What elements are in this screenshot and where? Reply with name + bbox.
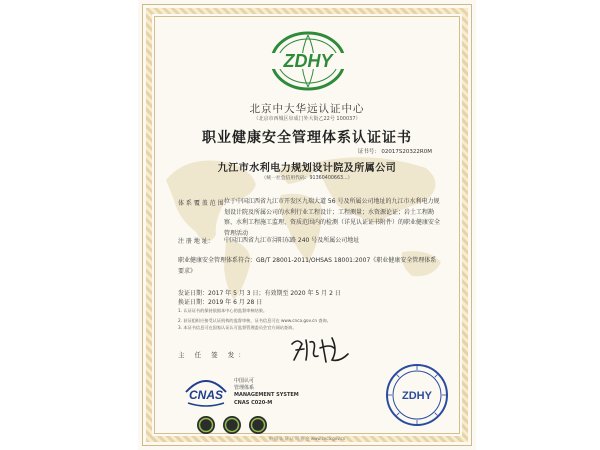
- cnas-logo-icon: [182, 372, 230, 410]
- certificate-number: 证书号： 02017S20322R0M: [357, 149, 432, 155]
- seal-text: ZDHY: [402, 390, 432, 402]
- cnas-line-3: MANAGEMENT SYSTEM: [234, 392, 299, 398]
- badge-row: [196, 415, 276, 435]
- note-1: 1. 认证证书的保持依据本中心的监督审核结果。: [178, 308, 268, 313]
- address-text: 中国江西省九江市浔阳东路 240 号及所属公司地址: [224, 237, 360, 244]
- badge-icon: [197, 416, 215, 434]
- cnas-line-4: CNAS C020-M: [234, 400, 273, 406]
- issue-date: 发证日期：2017 年 5 月 3 日；有效期至 2020 年 5 月 2 日: [178, 290, 341, 297]
- note-3: 3. 本证书信息可在国家认证认可监督管理委员会官方网站查询。: [178, 325, 297, 330]
- credit-code: （统一社会信用代码：91360400663...）: [261, 176, 353, 181]
- scope-text: 位于中国江西省九江市开发区九瑞大道 56 号及所属公司地址的九江市水利电力规划设计院及所属公司的水利行业工程设计；工程测量；水资源论证；岩土工程勘察、水利工程施工监理、资质范围内的检测（详见认证证书附件）的职业健康安全管理活动: [224, 198, 441, 237]
- reissue-date: 换证日期：2019 年 6 月 28 日: [178, 299, 263, 306]
- standard-text: 职业健康安全管理体系符合：GB/T 28001-2011/OHSAS 18001:2007《职业健康安全管理体系 要求》: [178, 257, 437, 275]
- address-label: 注 册 地 址：: [178, 238, 214, 245]
- certification-seal-icon: [384, 362, 450, 428]
- cnas-line-1: 中国认可: [234, 378, 255, 384]
- company-name: 九江市水利电力规划设计院及所属公司: [217, 163, 397, 174]
- logo-text: ZDHY: [283, 51, 333, 71]
- chief-signature-label: 主 任 签 发：: [178, 351, 249, 359]
- badge-icon: [249, 416, 267, 434]
- issuer-address: （北京市西城区阜成门外大街乙22号 100037）: [253, 116, 361, 122]
- zdhy-logo-icon: [268, 30, 348, 92]
- cnas-logo-text: CNAS: [188, 388, 224, 402]
- badge-icon: [223, 416, 241, 434]
- issuer-name: 北京中大华远认证中心: [249, 103, 365, 115]
- certificate-title: 职业健康安全管理体系认证证书: [202, 130, 412, 146]
- signature-icon: [288, 332, 352, 368]
- cnas-line-2: 管理体系: [234, 385, 255, 391]
- scope-label: 体 系 覆 盖 范 围：: [178, 200, 230, 207]
- certificate-sheet: [138, 0, 476, 450]
- note-2: 2. 获证组织应接受认证机构的监督审核，证书信息可在 www.cnca.gov.cn 查询。: [178, 318, 331, 323]
- footer-note: 中 国 认 证 认 可 协 会 www.cnca.gov.cn: [268, 436, 346, 441]
